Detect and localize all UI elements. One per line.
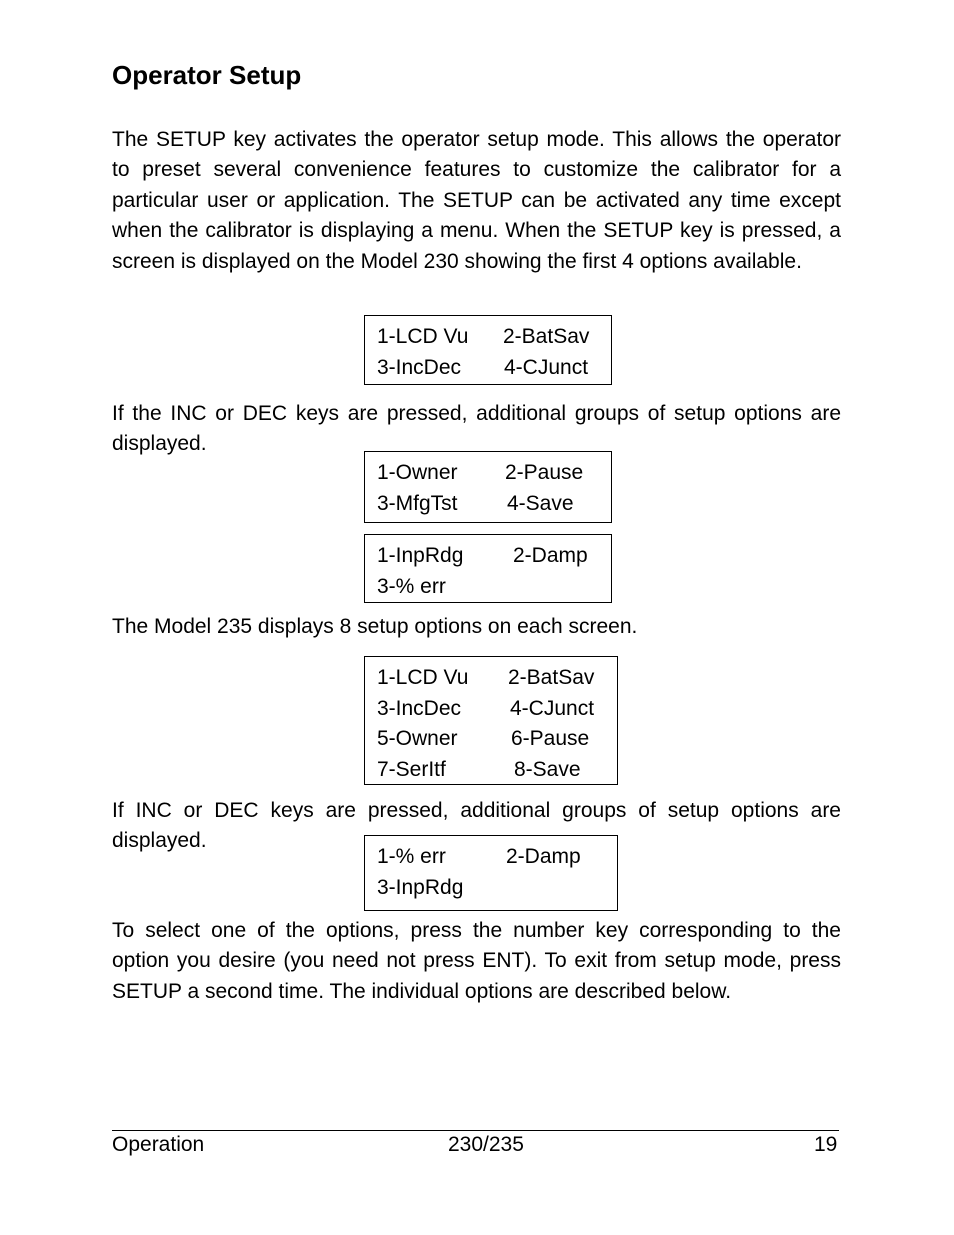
lcd-row xyxy=(365,873,617,904)
lcd-row xyxy=(365,755,617,786)
lcd-row xyxy=(365,842,617,873)
lcd-option: 1-% err xyxy=(377,845,446,868)
inc-dec-235-paragraph: If INC or DEC keys are pressed, additional groups of setup options are displayed. xyxy=(112,799,841,853)
footer-model: 230/235 xyxy=(448,1133,524,1156)
lcd-option: 6-Pause xyxy=(511,727,590,750)
lcd-option: 4-Save xyxy=(507,491,574,515)
lcd-option: 3-InpRdg xyxy=(377,875,464,899)
lcd-screen-230-first xyxy=(364,315,612,385)
lcd-option: 4-CJunct xyxy=(510,696,595,720)
lcd-row xyxy=(365,694,617,725)
lcd-option: 3-IncDec xyxy=(377,696,462,720)
page-number: 19 xyxy=(814,1133,838,1156)
lcd-option: 2-BatSav xyxy=(508,666,595,689)
lcd-row xyxy=(365,541,611,572)
lcd-option: 3-MfgTst xyxy=(377,491,458,515)
intro-paragraph: The SETUP key activates the operator setup mode. This allows the operator to preset several convenience features to customize the calibrator for a particular user or application. The SETUP can be activated any time except when the calibrator is displaying a menu. When the SETUP key is pressed, a screen is displayed on the Model 230 showing the first 4 options available. xyxy=(112,128,841,273)
lcd-screen-235-second xyxy=(364,835,618,911)
lcd-row xyxy=(365,663,617,694)
lcd-option: 2-BatSav xyxy=(503,325,590,348)
page-title: Operator Setup xyxy=(112,60,302,90)
inc-dec-230-paragraph: If the INC or DEC keys are pressed, additional groups of setup options are displayed. xyxy=(112,402,841,456)
lcd-screen-230-second xyxy=(364,451,612,523)
lcd-screen-230-third xyxy=(364,534,612,603)
lcd-option: 2-Damp xyxy=(506,845,581,868)
lcd-option: 2-Pause xyxy=(505,461,584,484)
lcd-option: 1-LCD Vu xyxy=(377,666,469,689)
lcd-row xyxy=(365,489,611,520)
lcd-option: 8-Save xyxy=(514,757,581,781)
lcd-option: 1-Owner xyxy=(377,461,458,484)
lcd-option: 4-CJunct xyxy=(504,355,589,379)
lcd-option: 3-% err xyxy=(377,574,446,598)
lcd-option: 2-Damp xyxy=(513,544,588,567)
lcd-row xyxy=(365,572,611,603)
lcd-row xyxy=(365,724,617,755)
lcd-option: 1-LCD Vu xyxy=(377,325,469,348)
lcd-row xyxy=(365,458,611,489)
lcd-row xyxy=(365,322,611,353)
lcd-option: 3-IncDec xyxy=(377,355,462,379)
lcd-option: 5-Owner xyxy=(377,727,458,750)
lcd-option: 1-InpRdg xyxy=(377,544,464,567)
model-235-paragraph: The Model 235 displays 8 setup options on each screen. xyxy=(112,615,638,638)
select-option-paragraph: To select one of the options, press the number key corresponding to the option you desire (you need not press ENT). To exit from setup mode, press SETUP a second time. The individual options are described below. xyxy=(112,919,841,1003)
lcd-row xyxy=(365,353,611,384)
lcd-option: 7-SerItf xyxy=(377,757,446,781)
footer-section: Operation xyxy=(112,1133,205,1156)
lcd-screen-235-first xyxy=(364,656,618,785)
